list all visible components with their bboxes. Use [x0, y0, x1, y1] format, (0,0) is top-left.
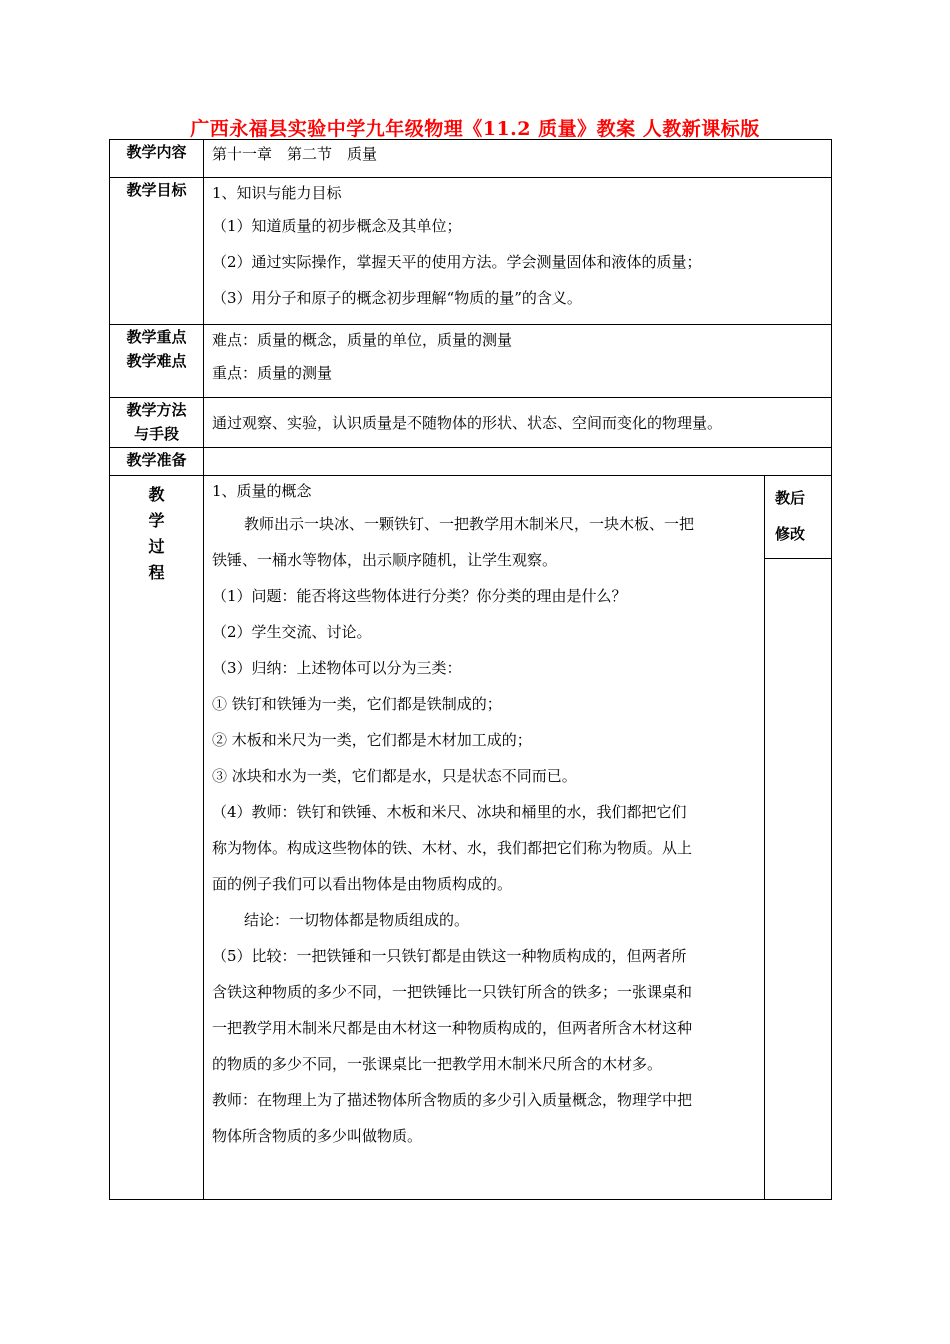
- label-method: [110, 398, 204, 448]
- process-line: ② 木板和米尺为一类，它们都是木材加工成的；: [212, 731, 532, 749]
- process-line: 结论：一切物体都是物质组成的。: [244, 911, 470, 929]
- process-line: 教师出示一块冰、一颗铁钉、一把教学用木制米尺，一块木板、一把: [244, 515, 695, 533]
- label-content: 教学内容: [110, 140, 204, 178]
- label-method-2: 与手段: [133, 425, 179, 443]
- label-focus-2: 教学难点: [126, 352, 187, 370]
- process-line: （4）教师：铁钉和铁锤、木板和米尺、冰块和桶里的水，我们都把它们: [212, 803, 687, 821]
- process-line: （1）问题：能否将这些物体进行分类？你分类的理由是什么？: [212, 587, 627, 605]
- process-line: ③ 冰块和水为一类，它们都是水，只是状态不同而已。: [212, 767, 577, 785]
- label-method-1: 教学方法: [126, 401, 187, 419]
- goal-line: （2）通过实际操作，掌握天平的使用方法。学会测量固体和液体的质量；: [212, 253, 702, 271]
- process-line: 物体所含物质的多少叫做物质。: [212, 1127, 423, 1145]
- process-label-char: 程: [148, 563, 165, 582]
- label-process: [110, 476, 204, 1200]
- goal-line: （3）用分子和原子的概念初步理解“物质的量”的含义。: [212, 289, 582, 307]
- focus-line: 难点：质量的概念，质量的单位，质量的测量: [212, 331, 513, 349]
- content-text: 第十一章 第二节 质量: [212, 145, 378, 163]
- value-goals: [204, 178, 832, 325]
- process-line: 的物质的多少不同，一张课桌比一把教学用木制米尺所含的木材多。: [212, 1055, 663, 1073]
- lesson-plan-table: [109, 139, 832, 1200]
- revision-label-1: 教后: [775, 489, 806, 507]
- prep-text: [204, 448, 831, 452]
- row-process: [110, 476, 832, 1200]
- label-focus-1: 教学重点: [126, 328, 187, 346]
- goal-line: （1）知道质量的初步概念及其单位；: [212, 217, 462, 235]
- process-line: （2）学生交流、讨论。: [212, 623, 372, 641]
- process-line: 含铁这种物质的多少不同，一把铁锤比一只铁钉所含的铁多；一张课桌和: [212, 983, 693, 1001]
- revision-column: [765, 476, 832, 1200]
- row-prep: [110, 448, 832, 476]
- label-prep: 教学准备: [110, 448, 204, 476]
- process-line: 称为物体。构成这些物体的铁、木材、水，我们都把它们称为物质。从上: [212, 839, 693, 857]
- process-line: （3）归纳：上述物体可以分为三类：: [212, 659, 462, 677]
- method-text: 通过观察、实验，认识质量是不随物体的形状、状态、空间而变化的物理量。: [212, 413, 723, 432]
- revision-header: [765, 476, 831, 559]
- focus-line: 重点：质量的测量: [212, 364, 333, 382]
- value-focus: [204, 325, 832, 398]
- goal-line: 1、知识与能力目标: [212, 184, 342, 202]
- process-label-char: 过: [148, 537, 165, 556]
- process-line: 1、质量的概念: [212, 482, 312, 500]
- document-title: 广西永福县实验中学九年级物理《11.2 质量》教案 人教新课标版: [190, 118, 760, 140]
- process-line: 一把教学用木制米尺都是由木材这一种物质构成的，但两者所含木材这种: [212, 1019, 693, 1037]
- process-line: （5）比较：一把铁锤和一只铁钉都是由铁这一种物质构成的，但两者所: [212, 947, 687, 965]
- row-focus: [110, 325, 832, 398]
- value-prep: [204, 448, 832, 476]
- row-content: [110, 140, 832, 178]
- process-line: 面的例子我们可以看出物体是由物质构成的。: [212, 875, 513, 893]
- process-label-char: 学: [148, 511, 165, 530]
- process-label-char: 教: [148, 485, 165, 504]
- row-goals: [110, 178, 832, 325]
- process-line: 教师：在物理上为了描述物体所含物质的多少引入质量概念，物理学中把: [212, 1091, 693, 1109]
- value-method: [204, 398, 832, 448]
- value-content: [204, 140, 832, 178]
- label-focus: [110, 325, 204, 398]
- value-process: [204, 476, 765, 1200]
- row-method: [110, 398, 832, 448]
- revision-label-2: 修改: [775, 525, 806, 543]
- process-line: 铁锤、一桶水等物体，出示顺序随机，让学生观察。: [212, 551, 558, 569]
- label-goals: 教学目标: [110, 178, 204, 325]
- process-line: ① 铁钉和铁锤为一类，它们都是铁制成的；: [212, 695, 502, 713]
